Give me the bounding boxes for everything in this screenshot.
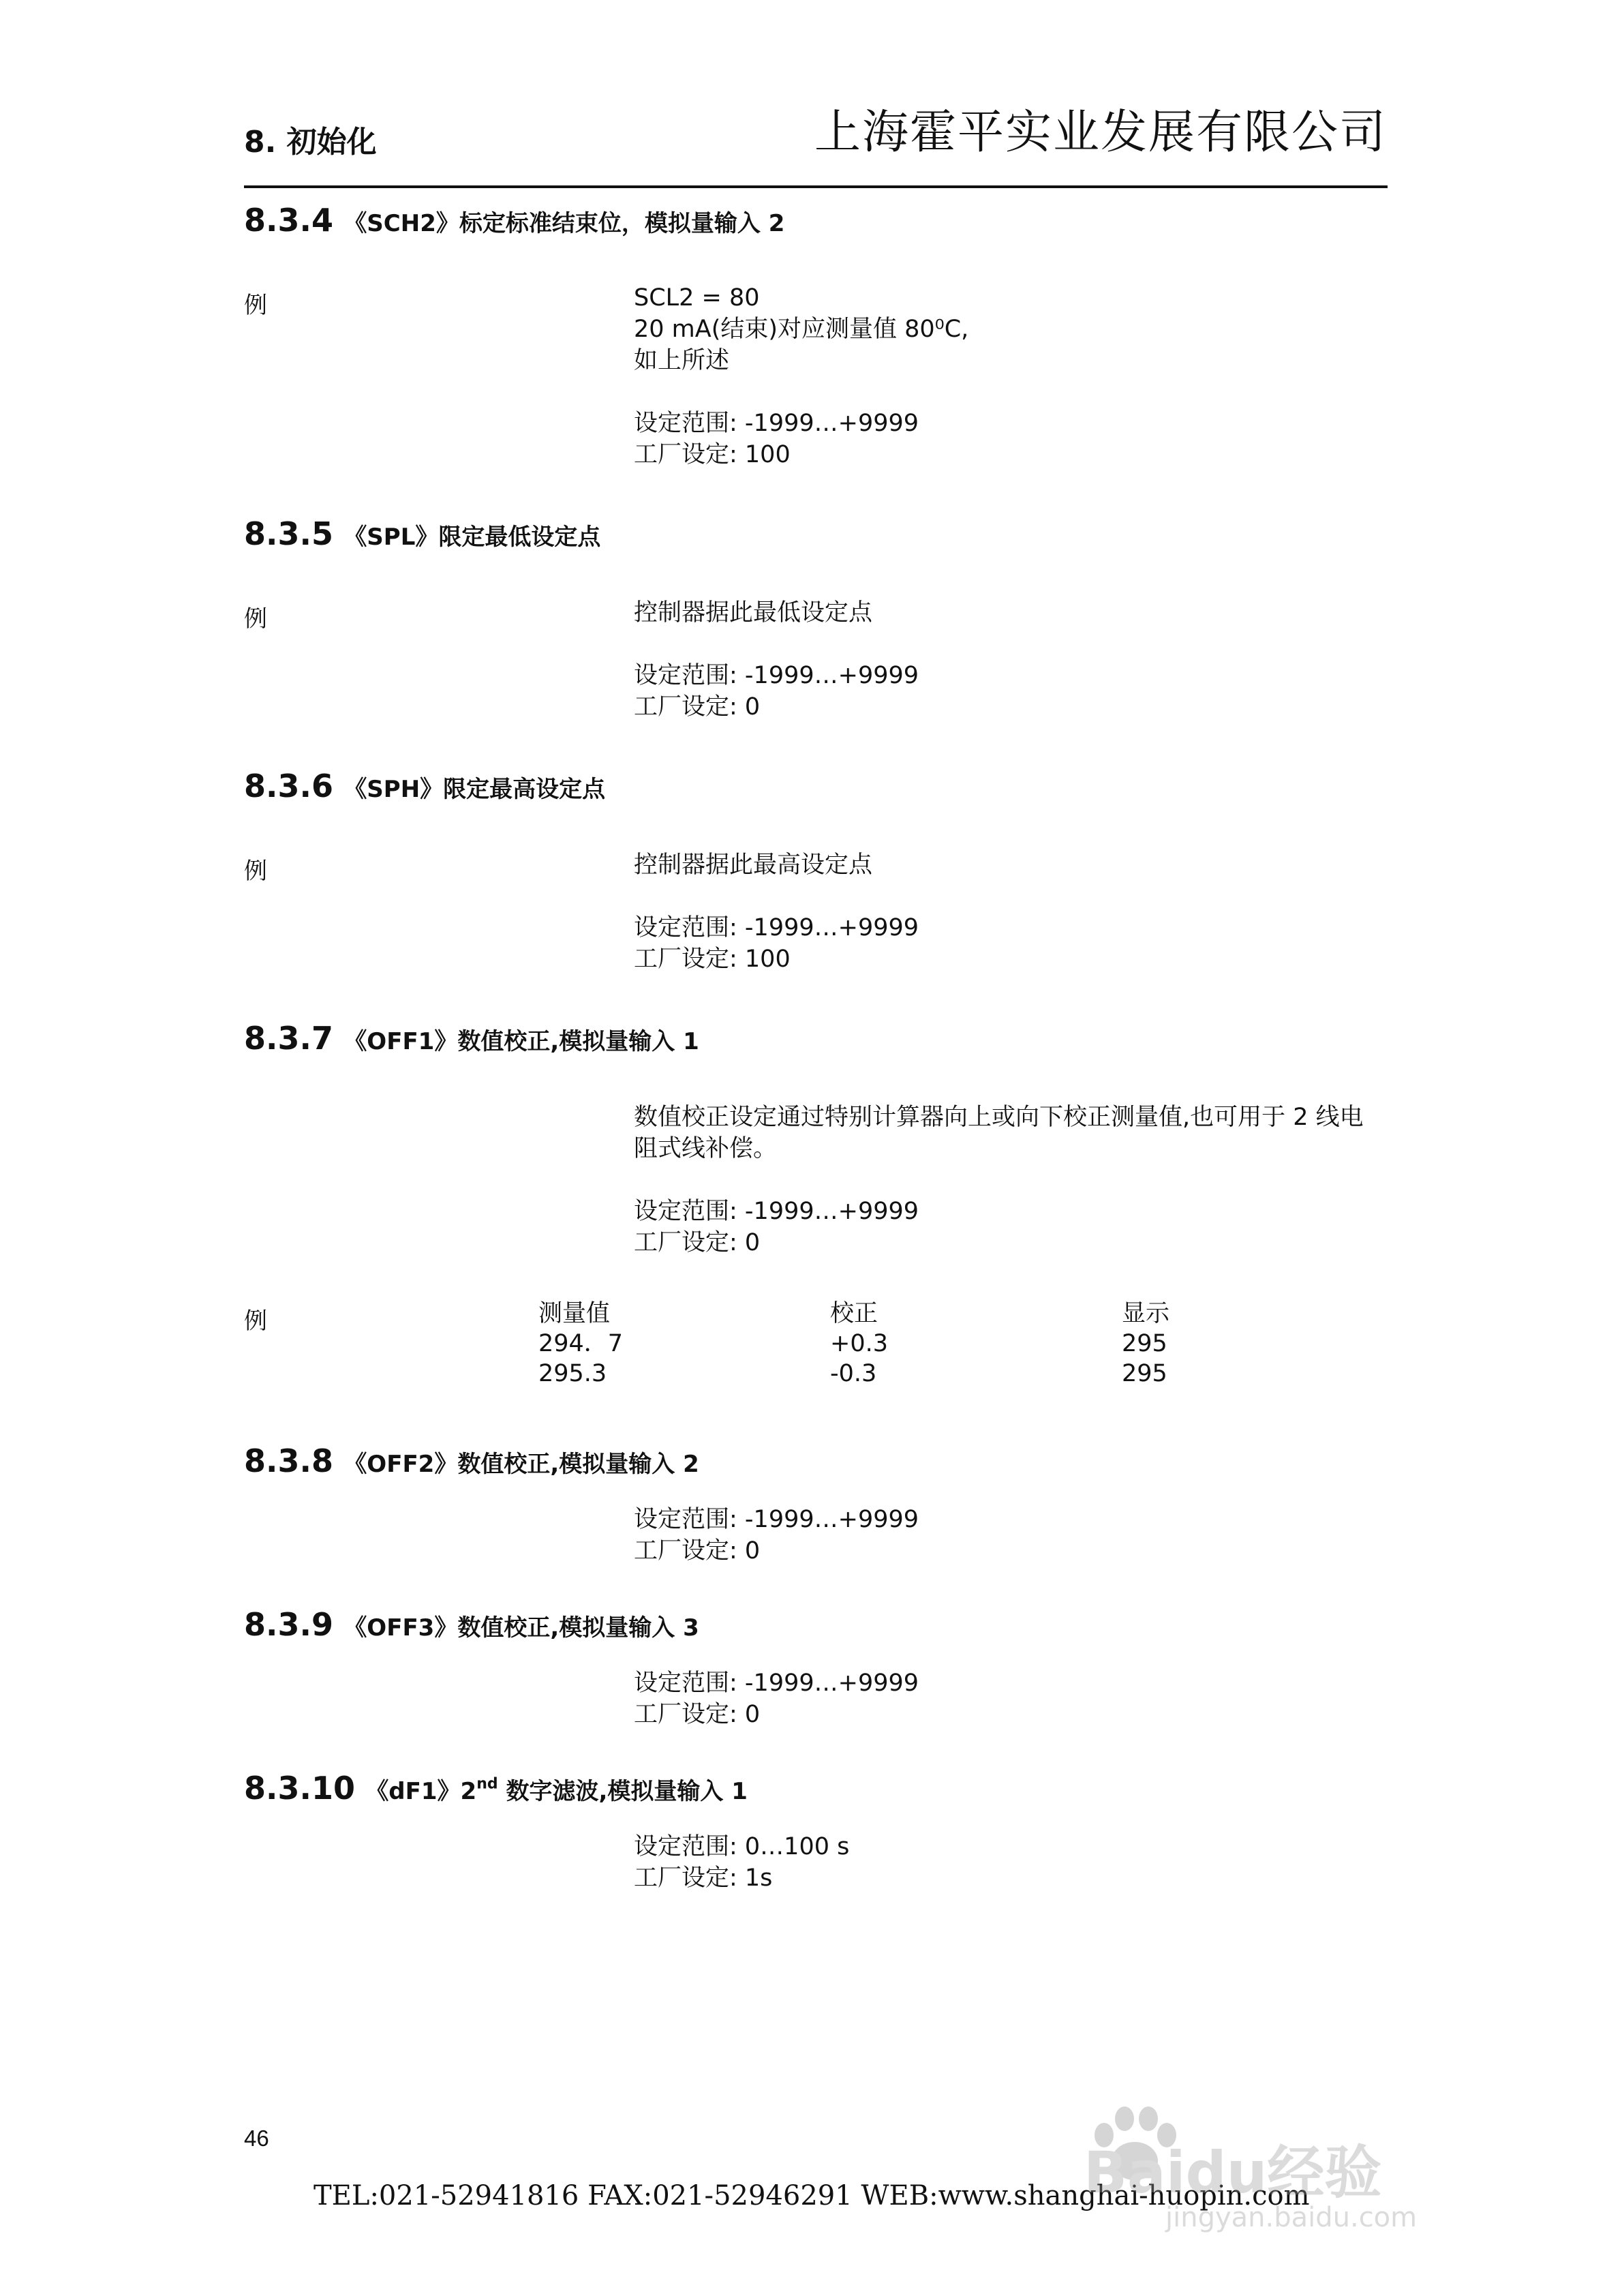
table-cell: +0.3: [830, 1330, 888, 1357]
table-col-correction: [830, 1299, 888, 1389]
section-number: 8.3.9: [244, 1606, 333, 1643]
contact-footer: TEL:021-52941816 FAX:021-52946291 WEB:www.shanghai-huopin.com: [313, 2180, 1310, 2211]
body-line: 控制器据此最高设定点: [634, 851, 873, 879]
section-heading-8-3-6: [244, 768, 605, 804]
spacer: [634, 629, 919, 660]
section-title: 《OFF1》数值校正,模拟量输入 1: [343, 1028, 699, 1055]
setting-range: 设定范围: -1999…+9999: [634, 662, 919, 689]
table-cell: 295: [1122, 1360, 1167, 1387]
section-title: 《OFF3》数值校正,模拟量输入 3: [343, 1614, 699, 1642]
factory-setting: 工厂设定: 0: [634, 1537, 761, 1565]
section-number: 8.3.7: [244, 1020, 333, 1057]
table-col-display: [1122, 1299, 1169, 1389]
section-body-8-3-8: [634, 1504, 919, 1567]
section-body-8-3-7: [634, 1102, 1364, 1258]
section-number: 8.3.8: [244, 1442, 333, 1479]
section-title-suffix: 数字滤波,模拟量输入 1: [498, 1778, 748, 1805]
table-header: 校正: [830, 1300, 878, 1327]
spacer: [634, 881, 919, 912]
section-heading-8-3-10: [244, 1770, 748, 1807]
table-cell: 295.3: [538, 1360, 607, 1387]
section-number: 8.3.4: [244, 202, 333, 239]
company-name: 上海霍平实业发展有限公司: [814, 106, 1387, 160]
baidu-jingyan-watermark: [1084, 2100, 1574, 2236]
superscript-nd: nd: [476, 1775, 498, 1793]
section-number: 8.3.5: [244, 515, 333, 552]
section-title: 《SPL》限定最低设定点: [343, 524, 601, 551]
section-heading-8-3-4: [244, 202, 784, 239]
setting-range: 设定范围: -1999…+9999: [634, 1506, 919, 1533]
body-line: 控制器据此最低设定点: [634, 599, 873, 626]
header-divider: [244, 185, 1388, 188]
table-cell: 294．7: [538, 1330, 624, 1357]
section-body-8-3-5: [634, 597, 919, 723]
watermark-url: jingyan.baidu.com: [1165, 2202, 1418, 2233]
spacer: [634, 1164, 1364, 1196]
factory-setting: 工厂设定: 100: [634, 441, 791, 468]
example-label: 例: [244, 605, 267, 633]
section-title: 《SPH》限定最高设定点: [343, 776, 606, 803]
watermark-brand: Baidu经验: [1084, 2139, 1382, 2206]
example-label: 例: [244, 292, 267, 319]
section-title: 《OFF2》数值校正,模拟量输入 2: [343, 1451, 699, 1478]
section-heading-8-3-7: [244, 1020, 699, 1057]
table-header: 测量值: [538, 1300, 611, 1327]
setting-range: 设定范围: 0…100 s: [634, 1833, 850, 1860]
body-line: 如上所述: [634, 347, 730, 374]
table-cell: 295: [1122, 1330, 1167, 1357]
spacer: [634, 376, 968, 408]
page-number: 46: [244, 2126, 269, 2151]
section-number: 8.3.6: [244, 768, 333, 804]
section-heading-8-3-8: [244, 1442, 699, 1479]
setting-range: 设定范围: -1999…+9999: [634, 1198, 919, 1225]
section-title-prefix: 《dF1》2: [365, 1778, 477, 1805]
body-line: 阻式线补偿。: [634, 1135, 778, 1162]
table-cell: -0.3: [830, 1360, 877, 1387]
setting-range: 设定范围: -1999…+9999: [634, 1670, 919, 1697]
example-label: 例: [244, 858, 267, 885]
section-heading-8-3-9: [244, 1606, 699, 1643]
section-body-8-3-6: [634, 849, 919, 975]
factory-setting: 工厂设定: 0: [634, 1701, 761, 1728]
table-header: 显示: [1122, 1300, 1170, 1327]
section-body-8-3-9: [634, 1667, 919, 1730]
body-line: 20 mA(结束)对应测量值 80⁰C,: [634, 316, 969, 343]
body-line: 数值校正设定通过特别计算器向上或向下校正测量值,也可用于 2 线电: [634, 1104, 1364, 1131]
section-title: 《SCH2》标定标准结束位，模拟量输入 2: [343, 210, 785, 237]
table-col-measured: [538, 1299, 623, 1389]
chapter-title: 8. 初始化: [244, 125, 377, 160]
section-heading-8-3-5: [244, 515, 600, 552]
factory-setting: 工厂设定: 0: [634, 1229, 761, 1256]
body-line: SCL2 = 80: [634, 284, 760, 312]
example-label: 例: [244, 1308, 267, 1335]
setting-range: 设定范围: -1999…+9999: [634, 914, 919, 941]
setting-range: 设定范围: -1999…+9999: [634, 410, 919, 437]
section-body-8-3-10: [634, 1831, 849, 1894]
factory-setting: 工厂设定: 100: [634, 946, 791, 973]
section-body-8-3-4: [634, 282, 968, 470]
factory-setting: 工厂设定: 1s: [634, 1864, 773, 1892]
section-number: 8.3.10: [244, 1770, 355, 1807]
factory-setting: 工厂设定: 0: [634, 693, 761, 721]
